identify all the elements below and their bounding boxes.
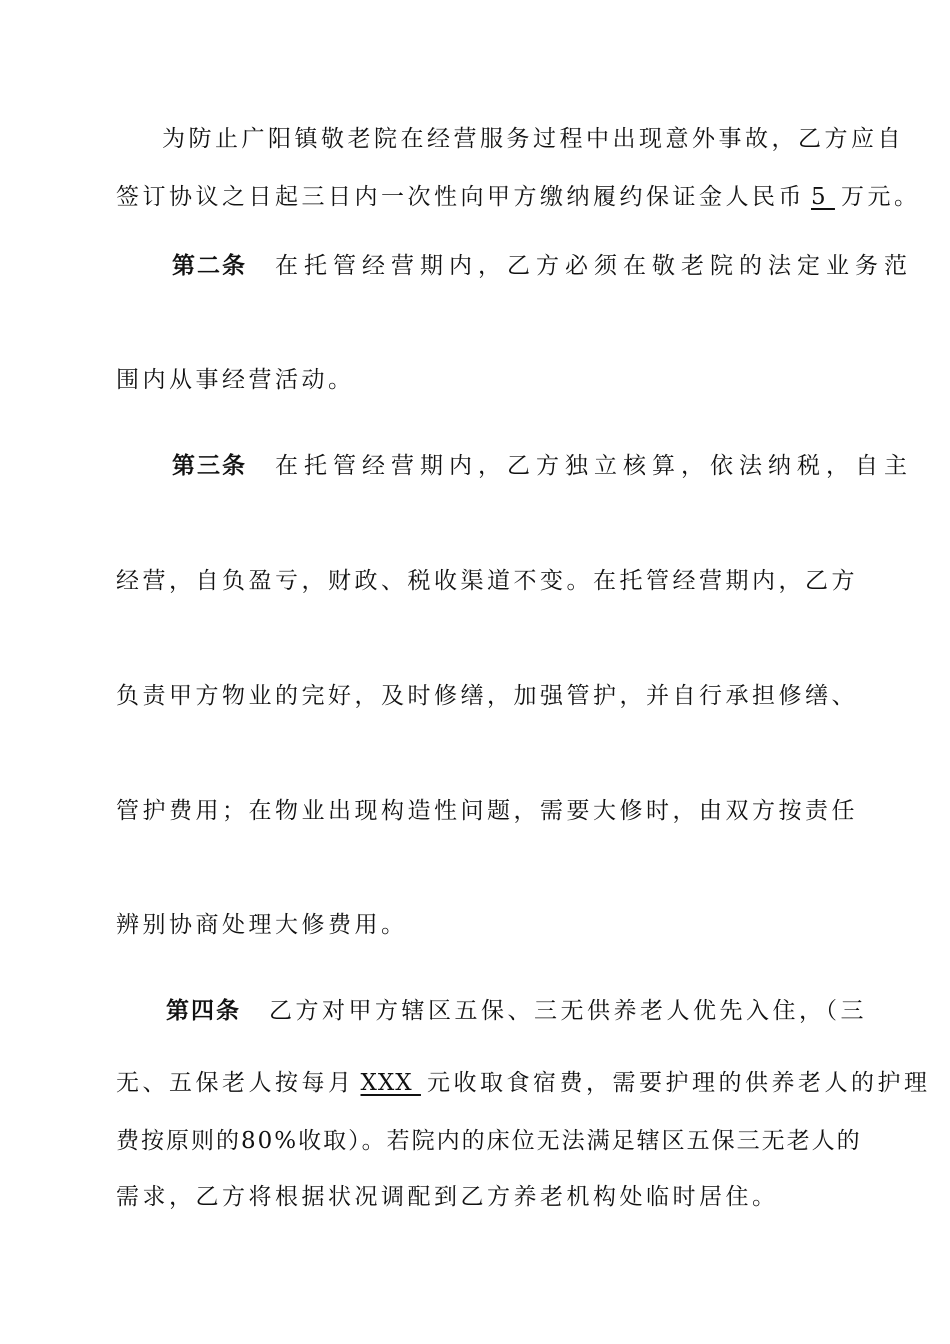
article-4-line-1 [166,996,867,1026]
paragraph-1-line-1: 为防止广阳镇敬老院在经营服务过程中出现意外事故，乙方应自 [162,126,904,152]
article-3-text: 在托管经营期内，乙方独立核算，依法纳税，自主 [275,453,913,479]
article-2-line-2: 围内从事经营活动。 [116,367,355,393]
article-3-line-2: 经营，自负盈亏，财政、税收渠道不变。在托管经营期内，乙方 [116,568,858,594]
article-3-line-5: 辨别协商处理大修费用。 [116,912,408,938]
article-3-line-1 [172,451,913,481]
article-3-line-4: 管护费用；在物业出现构造性问题，需要大修时，由双方按责任 [116,798,858,824]
monthly-fee-blank: XXX [360,1070,421,1096]
article-3-heading: 第三条 [172,453,247,479]
paragraph-1-line-2-text: 签订协议之日起三日内一次性向甲方缴纳履约保证金人民币 [116,184,805,210]
article-4-heading: 第四条 [166,998,241,1024]
article-4-line-4: 需求，乙方将根据状况调配到乙方养老机构处临时居住。 [116,1184,779,1210]
article-2-text: 在托管经营期内，乙方必须在敬老院的法定业务范 [275,253,913,279]
article-2-heading: 第二条 [172,253,247,279]
deposit-amount-blank: 5 [811,184,835,210]
article-4-line-2-text: 无、五保老人按每月 [116,1070,355,1096]
article-4-line-3: 费按原则的80%收取）。若院内的床位无法满足辖区五保三无老人的 [116,1128,862,1154]
paragraph-1-line-2-unit: 万元。 [840,184,921,210]
paragraph-1-line-2 [116,182,920,212]
article-4-text: 乙方对甲方辖区五保、三无供养老人优先入住，（三 [269,998,867,1024]
article-3-line-3: 负责甲方物业的完好，及时修缮，加强管护，并自行承担修缮、 [116,683,858,709]
article-2-line-1 [172,251,913,281]
article-4-line-2 [116,1068,930,1098]
article-4-line-2-rest: 元收取食宿费，需要护理的供养老人的护理 [426,1070,931,1096]
